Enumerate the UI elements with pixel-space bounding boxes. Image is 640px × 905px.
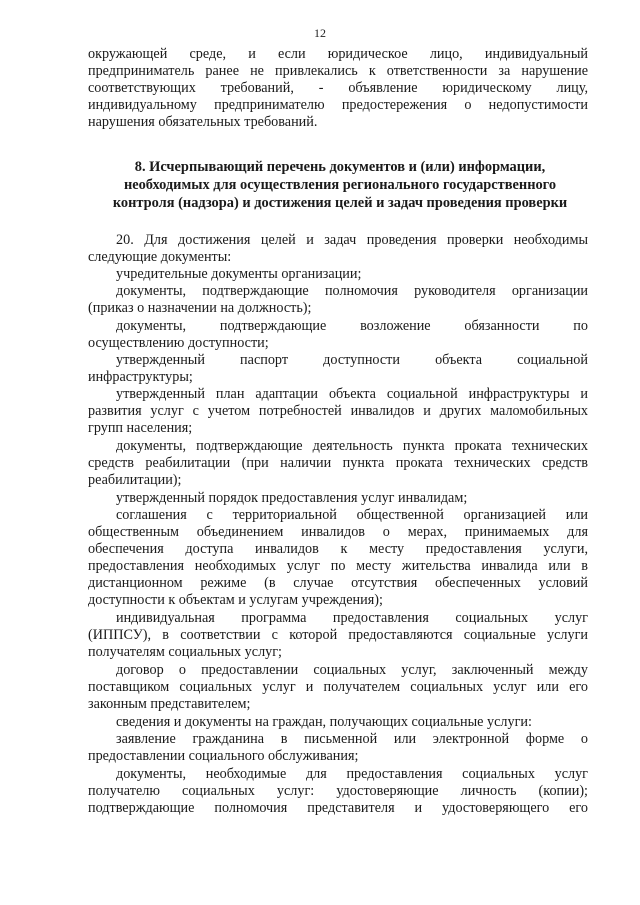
body-line: договор о предоставлении социальных услуг, заключенный между — [116, 662, 588, 678]
body-line: законным представителем; — [88, 696, 251, 712]
body-line: осуществлению доступности; — [88, 335, 269, 351]
body-line: документы, подтверждающие возложение обязанности по — [116, 318, 588, 334]
body-line: сведения и документы на граждан, получающих социальные услуги: — [116, 714, 532, 730]
body-line: документы, подтверждающие деятельность пункта проката технических — [116, 438, 588, 454]
body-line: предоставлении социального обслуживания; — [88, 748, 359, 764]
body-line: получателю социальных услуг: удостоверяющие личность (копии); — [88, 783, 588, 799]
body-line: (приказ о назначении на должность); — [88, 300, 312, 316]
body-line: поставщиком социальных услуг и получателем социальных услуг или его — [88, 679, 588, 695]
body-line: учредительные документы организации; — [116, 266, 362, 282]
body-line: инфраструктуры; — [88, 369, 193, 385]
intro-line: соответствующих требований, - объявление юридическому лицу, — [88, 80, 588, 96]
body-line: групп населения; — [88, 420, 193, 436]
body-line: утвержденный план адаптации объекта социальной инфраструктуры и — [116, 386, 588, 402]
body-line: следующие документы: — [88, 249, 232, 265]
intro-line: окружающей среде, и если юридическое лицо, индивидуальный — [88, 46, 588, 62]
body-line: дистанционном режиме (в случае отсутствия обеспеченных условий — [88, 575, 588, 591]
body-line: обеспечения доступа инвалидов к месту предоставления услуги, — [88, 541, 588, 557]
page-number: 12 — [314, 26, 326, 40]
body-line: доступности к объектам и услугам учреждения); — [88, 592, 383, 608]
body-line: (ИППСУ), в соответствии с которой предоставляются социальные услуги — [88, 627, 588, 643]
body-line: индивидуальная программа предоставления социальных услуг — [116, 610, 588, 626]
intro-line: предприниматель ранее не привлекались к ответственности за нарушение — [88, 63, 588, 79]
body-line: общественным объединением инвалидов о мерах, принимаемых для — [88, 524, 588, 540]
intro-line: индивидуальному предпринимателю предостережения о недопустимости — [88, 97, 588, 113]
body-line: документы, подтверждающие полномочия руководителя организации — [116, 283, 588, 299]
body-line: подтверждающие полномочия представителя и удостоверяющего его — [88, 800, 588, 816]
body-line: заявление гражданина в письменной или электронной форме о — [116, 731, 588, 747]
body-line: реабилитации); — [88, 472, 182, 488]
body-line: утвержденный паспорт доступности объекта социальной — [116, 352, 588, 368]
body-line: предоставления необходимых услуг по месту жительства инвалида или в — [88, 558, 588, 574]
section-heading-line: 8. Исчерпывающий перечень документов и (или) информации, — [134, 159, 546, 175]
body-line: соглашения с территориальной общественной организацией или — [116, 507, 588, 523]
body-line: 20. Для достижения целей и задач проведения проверки необходимы — [116, 232, 588, 248]
body-line: развития услуг с учетом потребностей инвалидов и других маломобильных — [88, 403, 588, 419]
section-heading-line: необходимых для осуществления регионального государственного — [123, 177, 557, 193]
body-line: получателям социальных услуг; — [88, 644, 283, 660]
intro-line: нарушения обязательных требований. — [88, 114, 318, 130]
section-heading-line: контроля (надзора) и достижения целей и задач проведения проверки — [112, 195, 568, 211]
body-line: документы, необходимые для предоставления социальных услуг — [116, 766, 588, 782]
body-line: средств реабилитации (при наличии пункта проката технических средств — [88, 455, 588, 471]
body-line: утвержденный порядок предоставления услуг инвалидам; — [116, 490, 468, 506]
